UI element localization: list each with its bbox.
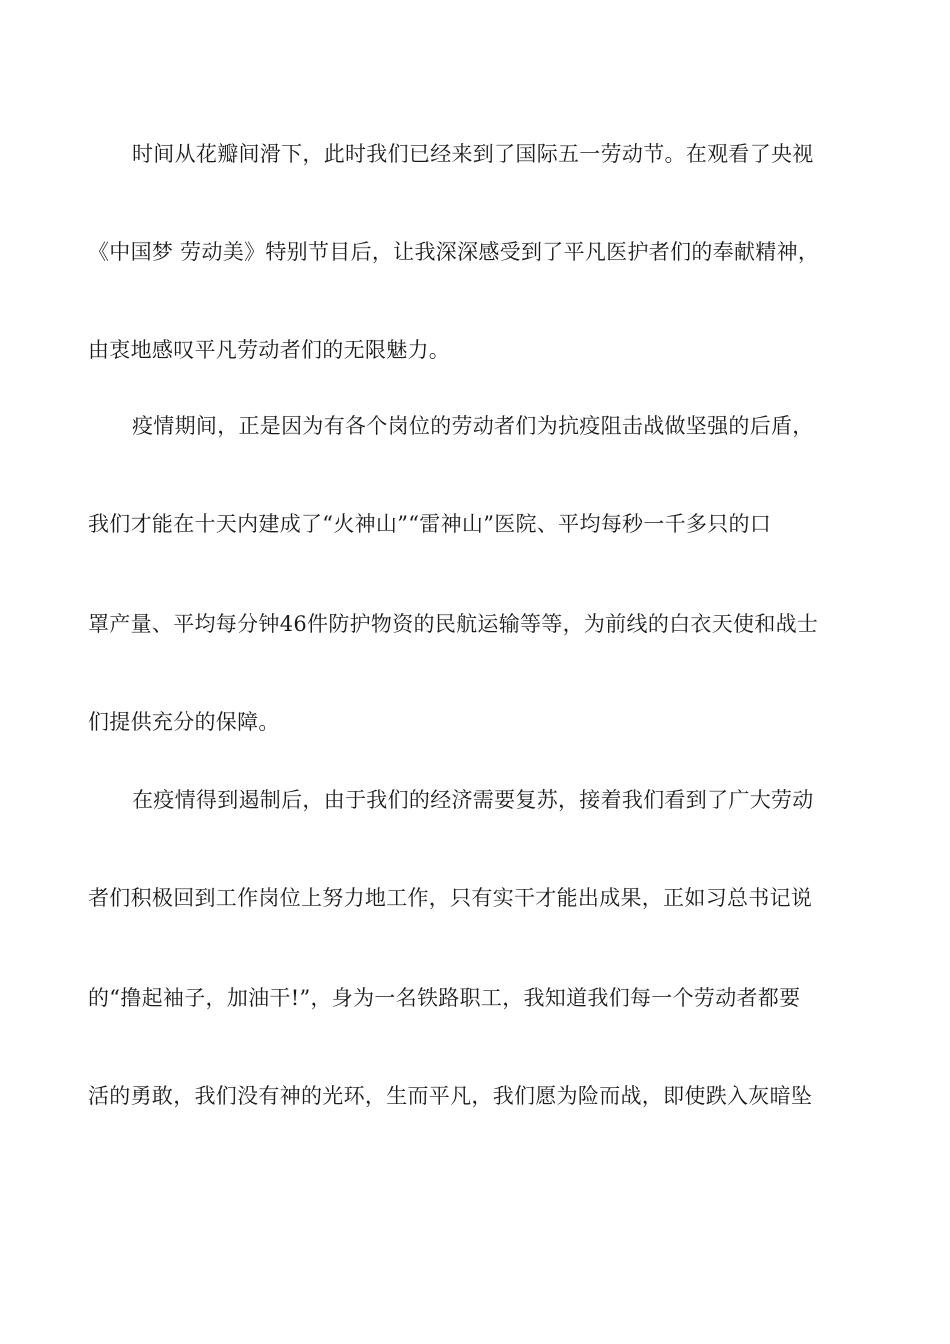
- paragraph-2-line-2: 我们才能在十天内建成了“火神山”“雷神山”医院、平均每秒一千多只的口: [88, 512, 772, 536]
- paragraph-2-line-4: 们提供充分的保障。: [88, 710, 280, 734]
- paragraph-3-line-4: 活的勇敢，我们没有神的光环，生而平凡，我们愿为险而战，即使跌入灰暗坠: [88, 1084, 813, 1108]
- paragraph-1-line-1: 时间从花瓣间滑下，此时我们已经来到了国际五一劳动节。在观看了央视: [132, 142, 814, 166]
- paragraph-1-line-3: 由衷地感叹平凡劳动者们的无限魅力。: [88, 338, 451, 362]
- paragraph-2-line-3: 罩产量、平均每分钟46件防护物资的民航运输等等，为前线的白衣天使和战士: [88, 612, 819, 636]
- paragraph-2-line-1: 疫情期间，正是因为有各个岗位的劳动者们为抗疫阻击战做坚强的后盾，: [132, 414, 814, 438]
- paragraph-1-line-2: 《中国梦 劳动美》特别节目后，让我深深感受到了平凡医护者们的奉献精神，: [88, 240, 820, 264]
- paragraph-3-line-2: 者们积极回到工作岗位上努力地工作，只有实干才能出成果，正如习总书记说: [88, 886, 813, 910]
- paragraph-3-line-1: 在疫情得到遏制后，由于我们的经济需要复苏，接着我们看到了广大劳动: [132, 788, 814, 812]
- paragraph-3-line-3: 的“撸起袖子，加油干!”，身为一名铁路职工，我知道我们每一个劳动者都要: [88, 986, 801, 1010]
